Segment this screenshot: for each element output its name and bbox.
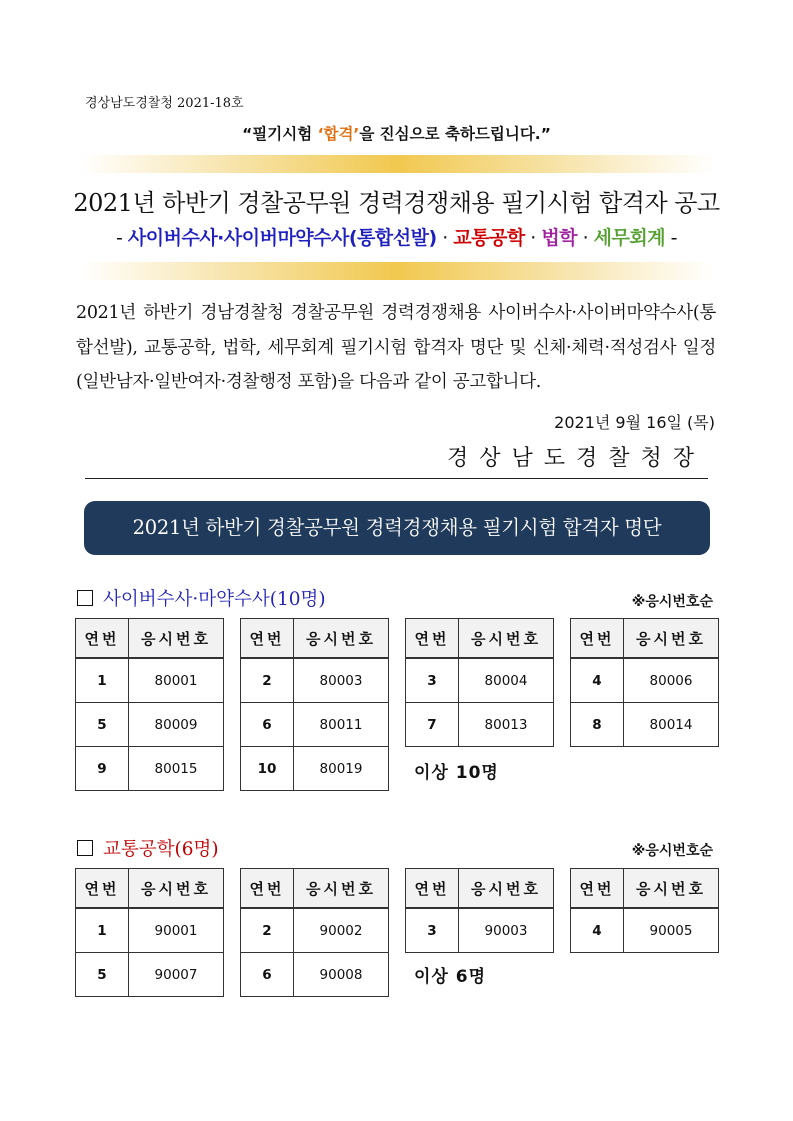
cell-seq: 5 (76, 703, 129, 747)
cell-exam-no: 80013 (459, 703, 554, 747)
slogan-suffix: 을 진심으로 축하드립니다.” (359, 125, 551, 143)
column-header-exam-no: 응시번호 (294, 869, 389, 909)
subtitle-dash-open: - (116, 227, 128, 249)
cell-seq: 4 (571, 658, 624, 703)
column-header-exam-no: 응시번호 (129, 619, 224, 659)
table-header-row (76, 869, 224, 909)
cell-exam-no: 90008 (294, 953, 389, 997)
cell-exam-no: 80001 (129, 658, 224, 703)
cell-exam-no: 80006 (624, 658, 719, 703)
decorative-band-top (80, 155, 714, 173)
table-row (406, 908, 554, 953)
cell-seq: 8 (571, 703, 624, 747)
column-header-seq: 연번 (406, 869, 459, 909)
roster-banner: 2021년 하반기 경찰공무원 경력경쟁채용 필기시험 합격자 명단 (84, 501, 710, 555)
subtitle-law: 법학 (541, 227, 578, 249)
cell-seq: 4 (571, 908, 624, 953)
cell-seq: 6 (241, 953, 294, 997)
table-header-row (406, 869, 554, 909)
page-title: 2021년 하반기 경찰공무원 경력경쟁채용 필기시험 합격자 공고 (73, 189, 720, 217)
cell-seq: 6 (241, 703, 294, 747)
table-row (76, 747, 224, 791)
section-title: 사이버수사·마약수사(10명) (103, 589, 326, 610)
table-header-row (571, 869, 719, 909)
table-row (571, 908, 719, 953)
roster-table (570, 868, 719, 953)
roster-table (240, 868, 389, 997)
table-header-row (406, 619, 554, 659)
announcement-date: 2021년 9월 16일 (목) (554, 413, 715, 432)
table-row (571, 658, 719, 703)
table-header-row (76, 619, 224, 659)
sort-note: ※응시번호순 (631, 594, 713, 610)
table-row (406, 658, 554, 703)
column-header-seq: 연번 (76, 619, 129, 659)
subtitle-dash-close: - (665, 227, 677, 249)
column-header-seq: 연번 (241, 619, 294, 659)
column-header-exam-no: 응시번호 (294, 619, 389, 659)
cell-exam-no: 90002 (294, 908, 389, 953)
checkbox-square-icon (77, 590, 93, 606)
subtitle-separator: · (577, 227, 594, 249)
subtitle-tax: 세무회계 (593, 227, 666, 249)
table-row (241, 658, 389, 703)
table-row (406, 703, 554, 747)
cell-exam-no: 80019 (294, 747, 389, 791)
cell-seq: 1 (76, 658, 129, 703)
table-row (76, 953, 224, 997)
cell-exam-no: 90003 (459, 908, 554, 953)
cell-exam-no: 80009 (129, 703, 224, 747)
divider (85, 478, 708, 479)
column-header-seq: 연번 (571, 619, 624, 659)
column-header-exam-no: 응시번호 (624, 869, 719, 909)
column-header-exam-no: 응시번호 (624, 619, 719, 659)
decorative-band-bottom (80, 262, 714, 280)
table-header-row (571, 619, 719, 659)
section-title: 교통공학(6명) (103, 839, 219, 860)
roster-table (75, 868, 224, 997)
roster-table (75, 618, 224, 791)
table-row (241, 953, 389, 997)
cell-seq: 3 (406, 658, 459, 703)
roster-table (405, 618, 554, 747)
column-header-exam-no: 응시번호 (459, 619, 554, 659)
table-header-row (241, 619, 389, 659)
roster-table (240, 618, 389, 791)
subtitle-separator: · (436, 227, 454, 249)
table-row (76, 703, 224, 747)
section-heading-traffic (77, 835, 219, 861)
cell-seq: 2 (241, 658, 294, 703)
column-header-seq: 연번 (406, 619, 459, 659)
cell-exam-no: 80003 (294, 658, 389, 703)
cell-seq: 3 (406, 908, 459, 953)
column-header-seq: 연번 (76, 869, 129, 909)
subtitle-traffic: 교통공학 (453, 227, 525, 249)
cell-exam-no: 80011 (294, 703, 389, 747)
announcement-body: 2021년 하반기 경남경찰청 경찰공무원 경력경쟁채용 사이버수사·사이버마약수사(통합선발), 교통공학, 법학, 세무회계 필기시험 합격자 명단 및 신체·체력·적성검사 일정(일반남자·일반여자·경찰행정 포함)을 다음과 같이 공고합니다. (76, 303, 716, 392)
slogan-highlight: ‘합격’ (317, 125, 360, 143)
table-row (241, 908, 389, 953)
page-subtitle (0, 223, 793, 250)
subtitle-cyber: 사이버수사·사이버마약수사(통합선발) (127, 227, 437, 249)
issuer-name: 경상남도경찰청장 (446, 446, 705, 471)
slogan-prefix: “필기시험 (242, 125, 318, 143)
table-row (76, 658, 224, 703)
congratulation-slogan (0, 122, 793, 144)
subtitle-separator: · (524, 227, 542, 249)
cell-seq: 2 (241, 908, 294, 953)
document-number: 경상남도경찰청 2021-18호 (85, 96, 244, 111)
table-header-row (241, 869, 389, 909)
cell-exam-no: 80014 (624, 703, 719, 747)
column-header-seq: 연번 (241, 869, 294, 909)
cell-exam-no: 90007 (129, 953, 224, 997)
table-row (76, 908, 224, 953)
cell-seq: 7 (406, 703, 459, 747)
cell-exam-no: 80004 (459, 658, 554, 703)
cell-seq: 9 (76, 747, 129, 791)
table-row (241, 703, 389, 747)
total-count: 이상 10명 (414, 763, 499, 783)
table-row (571, 703, 719, 747)
total-count: 이상 6명 (414, 967, 487, 987)
cell-exam-no: 80015 (129, 747, 224, 791)
cell-seq: 5 (76, 953, 129, 997)
cell-exam-no: 90005 (624, 908, 719, 953)
checkbox-square-icon (77, 840, 93, 856)
cell-seq: 1 (76, 908, 129, 953)
sort-note: ※응시번호순 (631, 843, 713, 859)
roster-table (570, 618, 719, 747)
cell-exam-no: 90001 (129, 908, 224, 953)
cell-seq: 10 (241, 747, 294, 791)
roster-table (405, 868, 554, 953)
table-row (241, 747, 389, 791)
section-heading-cyber (77, 585, 326, 611)
column-header-seq: 연번 (571, 869, 624, 909)
column-header-exam-no: 응시번호 (459, 869, 554, 909)
column-header-exam-no: 응시번호 (129, 869, 224, 909)
